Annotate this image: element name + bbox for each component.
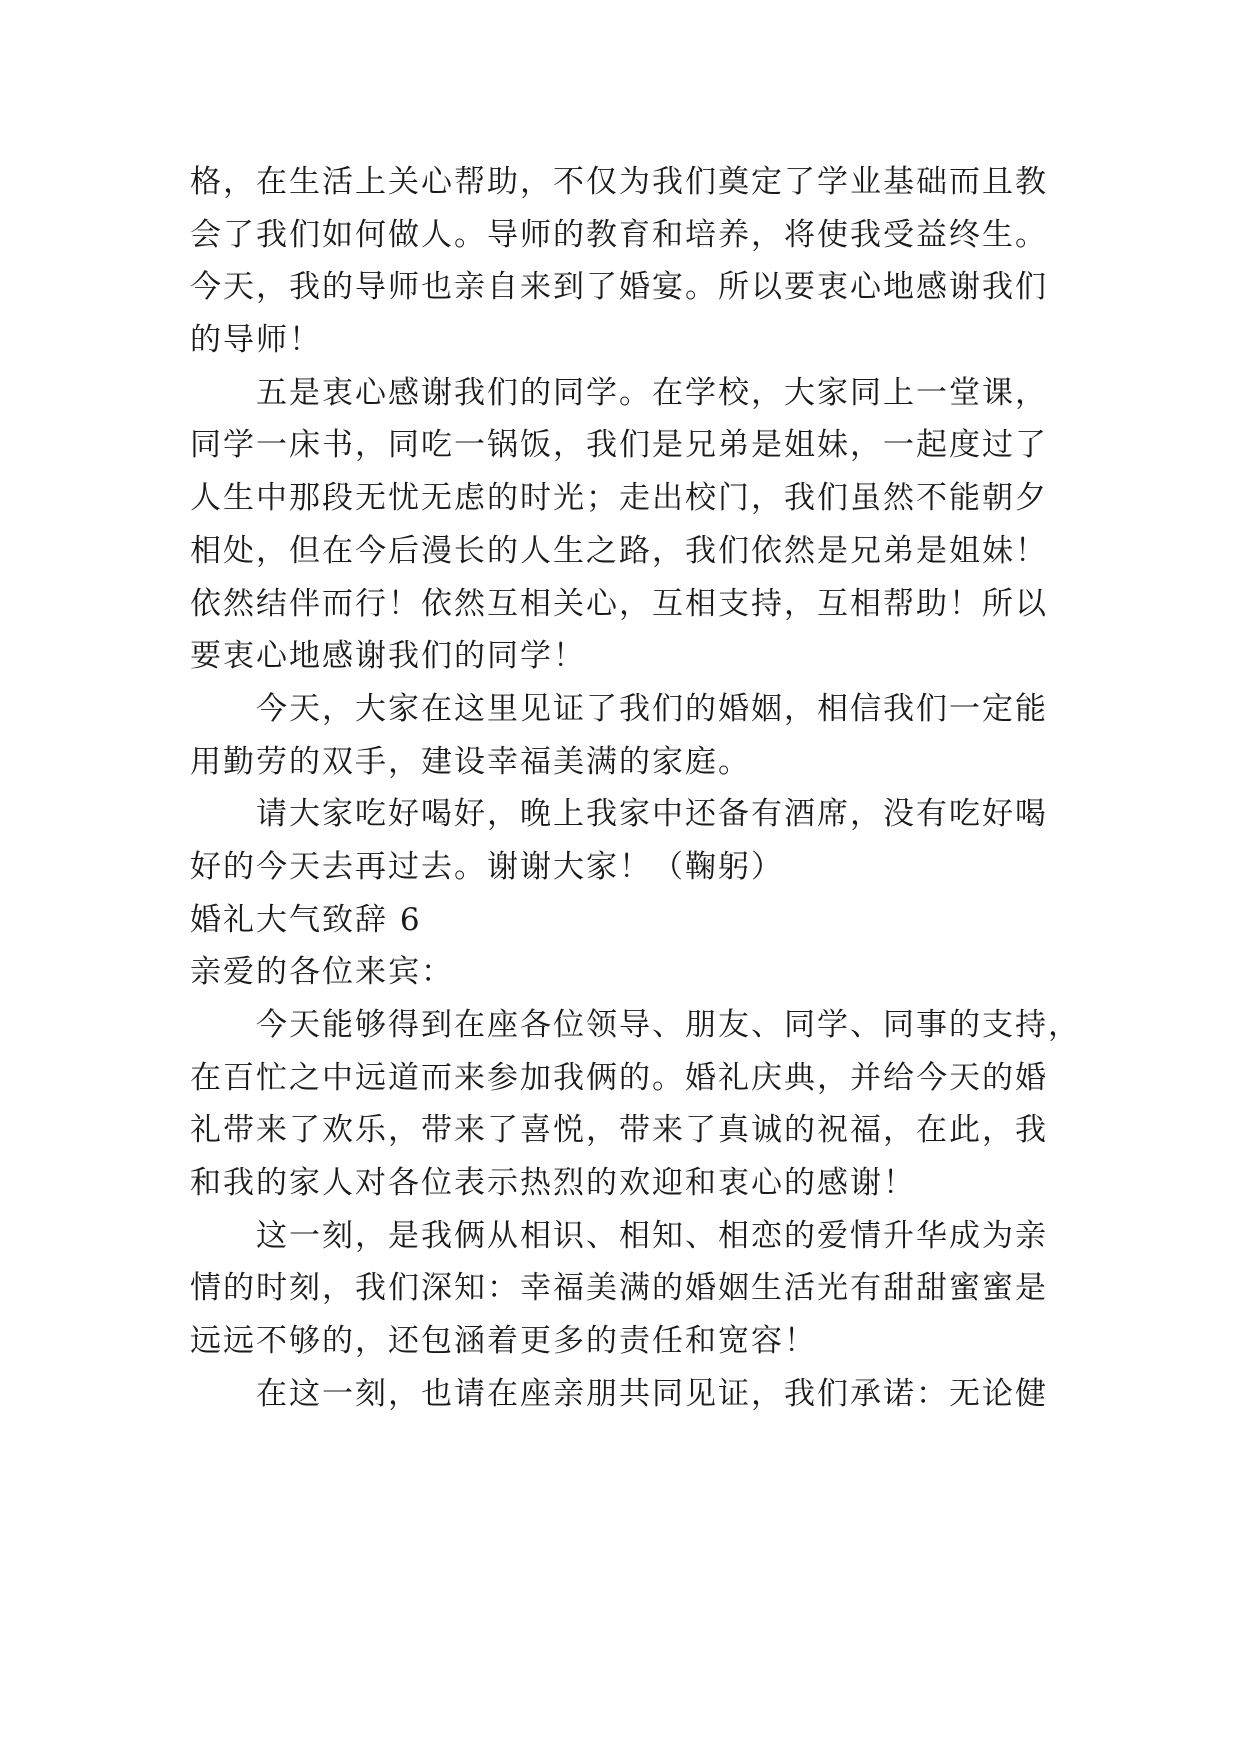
text-line: 和我的家人对各位表示热烈的欢迎和衷心的感谢！ [190, 1165, 916, 1202]
text-line: 依然结伴而行！依然互相关心，互相支持，互相帮助！所以 [190, 585, 1048, 622]
text-line: 婚礼大气致辞 6 [190, 901, 422, 938]
text-line: 今天，大家在这里见证了我们的婚姻，相信我们一定能 [256, 690, 1048, 727]
text-line: 请大家吃好喝好，晚上我家中还备有酒席，没有吃好喝 [256, 796, 1048, 833]
text-line: 人生中那段无忧无虑的时光；走出校门，我们虽然不能朝夕 [190, 480, 1048, 517]
text-line: 同学一床书，同吃一锅饭，我们是兄弟是姐妹，一起度过了 [190, 427, 1048, 464]
text-line: 格，在生活上关心帮助，不仅为我们奠定了学业基础而且教 [190, 164, 1048, 200]
text-line: 今天，我的导师也亲自来到了婚宴。所以要衷心地感谢我们 [190, 269, 1048, 306]
text-line: 相处，但在今后漫长的人生之路，我们依然是兄弟是姐妹！ [190, 532, 1048, 569]
text-line: 在这一刻，也请在座亲朋共同见证，我们承诺：无论健 [256, 1375, 1048, 1412]
text-line: 的导师！ [190, 322, 322, 359]
text-line: 要衷心地感谢我们的同学！ [190, 638, 586, 675]
text-line: 用勤劳的双手，建设幸福美满的家庭。 [190, 743, 751, 780]
text-line: 好的今天去再过去。谢谢大家！（鞠躬） [190, 848, 784, 885]
text-line: 远远不够的，还包涵着更多的责任和宽容！ [190, 1323, 817, 1360]
text-line: 亲爱的各位来宾： [190, 954, 454, 991]
document-body [190, 156, 1081, 1421]
text-line: 今天能够得到在座各位领导、朋友、同学、同事的支持， [256, 1007, 1081, 1043]
text-line: 礼带来了欢乐，带来了喜悦，带来了真诚的祝福，在此，我 [190, 1112, 1048, 1149]
text-line: 情的时刻，我们深知：幸福美满的婚姻生活光有甜甜蜜蜜是 [190, 1270, 1048, 1307]
text-line: 在百忙之中远道而来参加我俩的。婚礼庆典，并给今天的婚 [190, 1059, 1048, 1096]
text-line: 这一刻，是我俩从相识、相知、相恋的爱情升华成为亲 [256, 1217, 1048, 1254]
text-line: 会了我们如何做人。导师的教育和培养，将使我受益终生。 [190, 216, 1048, 253]
text-line: 五是衷心感谢我们的同学。在学校，大家同上一堂课， [256, 374, 1048, 411]
